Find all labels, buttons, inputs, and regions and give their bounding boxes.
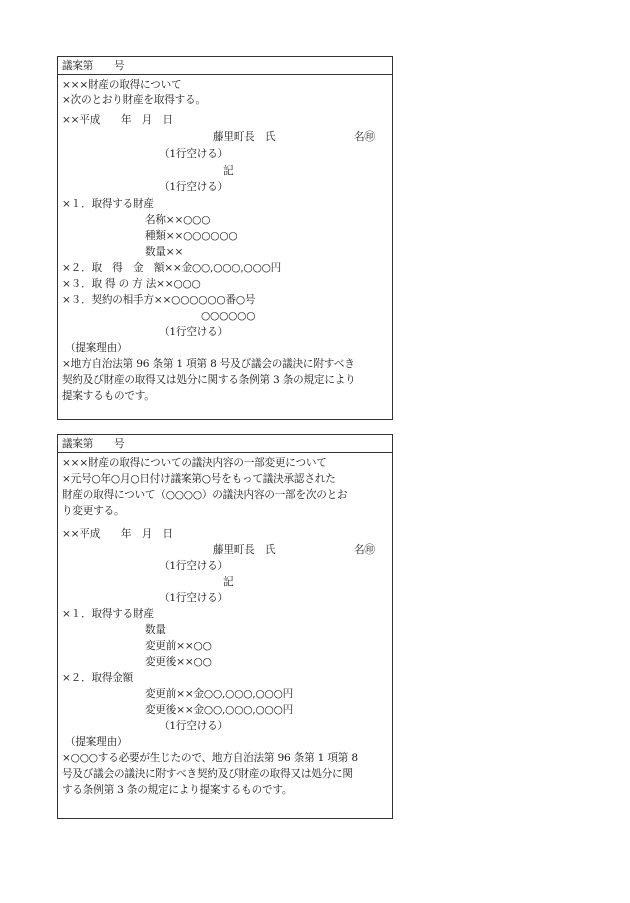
- reason-heading: （提案理由）: [65, 342, 128, 354]
- blank-line-note: （1行空ける）: [159, 592, 228, 604]
- item-3-counterparty: ×３．契約の相手方××○○○○○○番○号: [62, 294, 256, 306]
- item-1-type: 種類××○○○○○○: [145, 230, 238, 242]
- bill-date: ××平成 年 月 日: [62, 114, 173, 126]
- item-1-after: 変更後××○○: [145, 656, 212, 668]
- bill-statement: り変更する。: [62, 505, 125, 517]
- bill-form-amendment: [57, 434, 393, 819]
- blank-line-note: （1行空ける）: [159, 560, 228, 572]
- mayor-name: 藤里町長 氏: [213, 544, 276, 556]
- bill-number: 議案第 号: [62, 60, 125, 72]
- ki-heading: 記: [223, 165, 234, 177]
- reason-text: 提案するものです。: [62, 390, 155, 402]
- seal-mark: 名㊞: [354, 131, 375, 143]
- bill-title: ×××財産の取得についての議決内容の一部変更について: [62, 457, 327, 469]
- item-1-heading: ×１．取得する財産: [62, 198, 154, 210]
- item-2-before: 変更前××金○○,○○○,○○○円: [145, 688, 294, 700]
- reason-text: ×地方自治法第 96 条第 1 項第 8 号及び議会の議決に附すべき: [62, 358, 355, 370]
- divider: [58, 452, 392, 453]
- ki-heading: 記: [223, 576, 234, 588]
- blank-line-note: （1行空ける）: [159, 181, 228, 193]
- item-1-before: 変更前××○○: [145, 640, 212, 652]
- blank-line-note: （1行空ける）: [159, 720, 228, 732]
- item-2-after: 変更後××金○○,○○○,○○○円: [145, 704, 294, 716]
- item-2-heading: ×２．取得金額: [62, 672, 134, 684]
- reason-text: する条例第 3 条の規定により提案するものです。: [62, 784, 293, 796]
- mayor-name: 藤里町長 氏: [213, 131, 276, 143]
- reason-heading: （提案理由）: [65, 736, 128, 748]
- reason-text: ×○○○する必要が生じたので、地方自治法第 96 条第 1 項第 8: [62, 752, 358, 764]
- bill-form-acquisition: [57, 56, 393, 420]
- blank-line-note: （1行空ける）: [159, 148, 228, 160]
- reason-text: 号及び議会の議決に附すべき契約及び財産の取得又は処分に関: [62, 768, 353, 780]
- item-1-quantity: 数量: [145, 624, 166, 636]
- item-2-amount: ×２．取 得 金 額××金○○,○○○,○○○円: [62, 262, 282, 274]
- bill-number: 議案第 号: [62, 438, 125, 450]
- seal-mark: 名㊞: [354, 544, 375, 556]
- bill-statement: ×元号○年○月○日付け議案第○号をもって議決承認された: [62, 473, 336, 485]
- bill-date: ××平成 年 月 日: [62, 528, 173, 540]
- reason-text: 契約及び財産の取得又は処分に関する条例第 3 条の規定により: [62, 374, 356, 386]
- item-1-quantity: 数量××: [145, 246, 184, 258]
- bill-statement: ×次のとおり財産を取得する。: [62, 94, 206, 106]
- item-1-name: 名称××○○○: [145, 214, 211, 226]
- counterparty-name: ○○○○○○: [201, 310, 256, 322]
- bill-title: ×××財産の取得について: [62, 79, 182, 91]
- item-3-method: ×３．取 得 の 方 法××○○○: [62, 278, 201, 290]
- item-1-heading: ×１．取得する財産: [62, 608, 154, 620]
- divider: [58, 74, 392, 75]
- bill-statement: 財産の取得について（○○○○）の議決内容の一部を次のとお: [62, 489, 348, 501]
- blank-line-note: （1行空ける）: [159, 326, 228, 338]
